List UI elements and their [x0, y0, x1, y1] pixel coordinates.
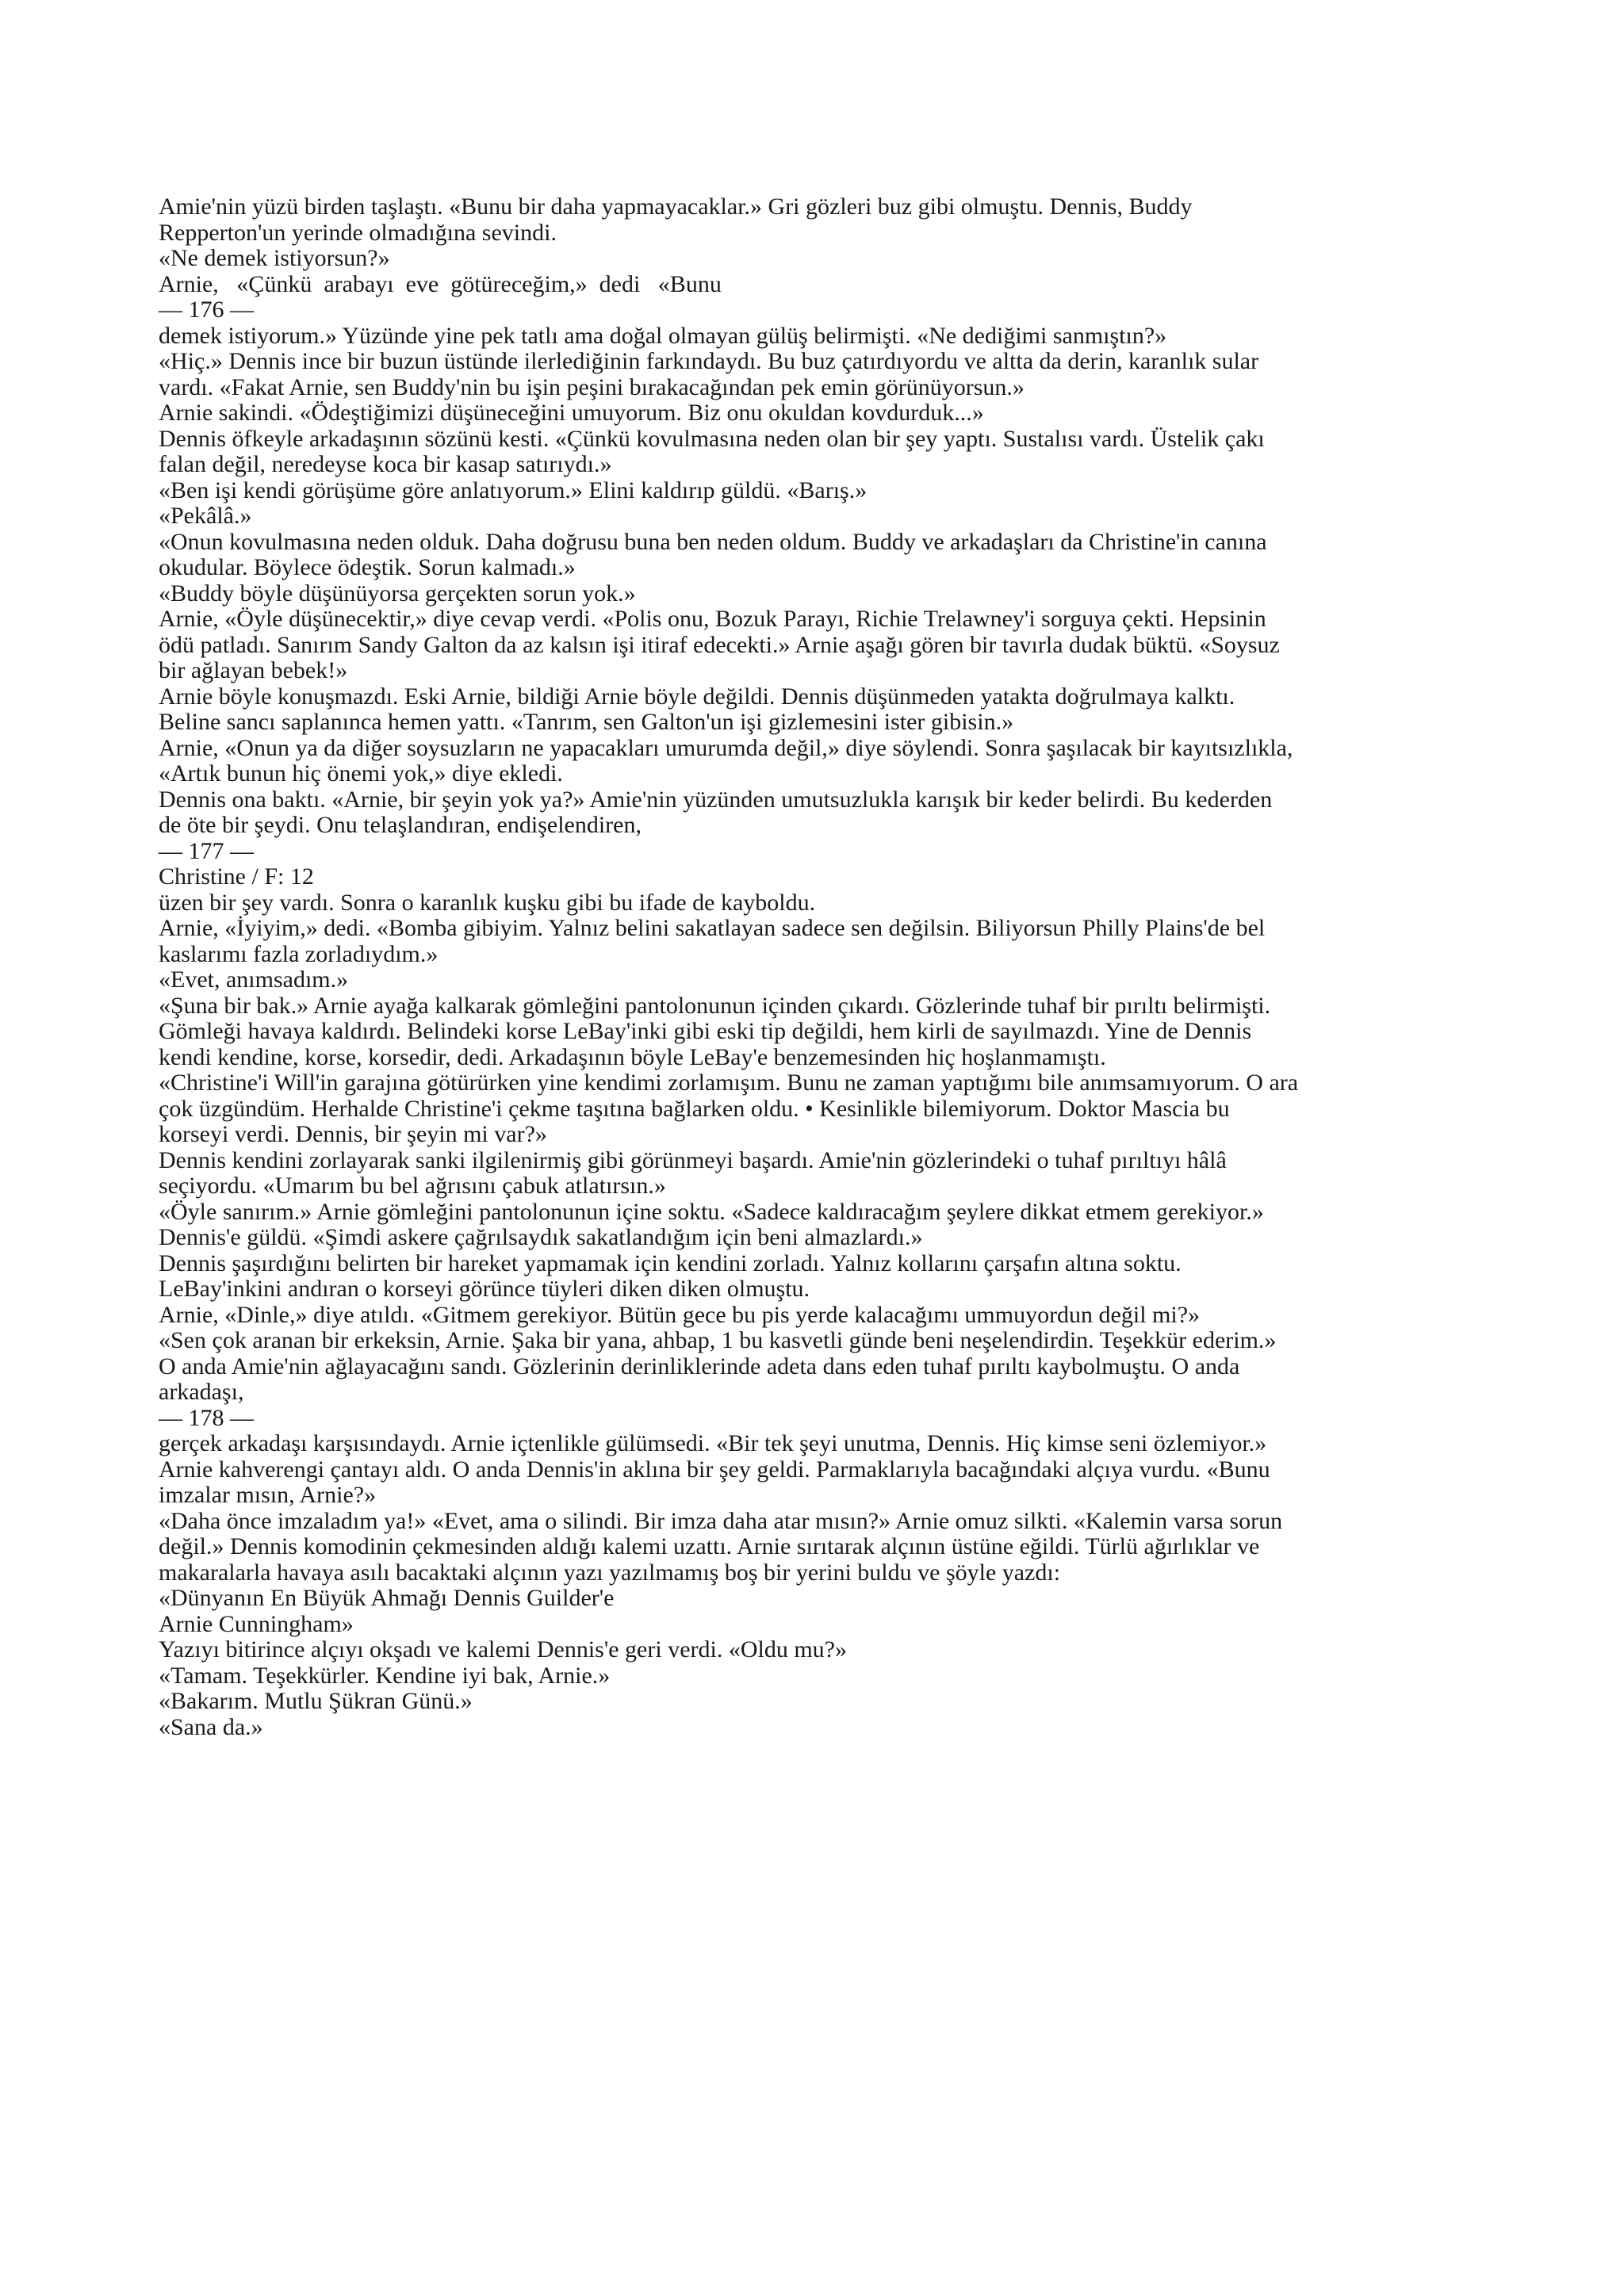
text-line: Yazıyı bitirince alçıyı okşadı ve kalemi Dennis'e geri verdi. «Oldu mu?»: [159, 1636, 847, 1663]
text-line: Arnie kahverengi çantayı aldı. O anda Dennis'in aklına bir şey geldi. Parmaklarıyla bacağındaki alçıya vurdu. «Bunu: [159, 1456, 1270, 1483]
text-line: «Şuna bir bak.» Arnie ayağa kalkarak gömleğini pantolonunun içinden çıkardı. Gözlerinde tuhaf bir pırıltı belirmişti.: [159, 992, 1271, 1019]
page-number-marker: — 176 —: [159, 297, 254, 323]
text-line: Dennis öfkeyle arkadaşının sözünü kesti. «Çünkü kovulmasına neden olan bir şey yaptı. Sustalısı vardı. Üstelik çakı: [159, 425, 1265, 452]
text-line: üzen bir şey vardı. Sonra o karanlık kuşku gibi bu ifade de kayboldu.: [159, 889, 816, 916]
text-line: Dennis şaşırdığını belirten bir hareket yapmamak için kendini zorladı. Yalnız kollarını çarşafın altına soktu.: [159, 1249, 1182, 1276]
text-line: Repperton'un yerinde olmadığına sevindi.: [159, 219, 557, 246]
text-line: Dennis kendini zorlayarak sanki ilgilenirmiş gibi görünmeyi başardı. Amie'nin gözlerindeki o tuhaf pırıltıyı hâlâ: [159, 1146, 1227, 1173]
text-line: okudular. Böylece ödeştik. Sorun kalmadı.»: [159, 554, 576, 580]
text-line: «Buddy böyle düşünüyorsa gerçekten sorun yok.»: [159, 580, 636, 607]
text-line: «Onun kovulmasına neden olduk. Daha doğrusu buna ben neden oldum. Buddy ve arkadaşları da Christine'in canına: [159, 528, 1267, 555]
text-line: Dennis ona baktı. «Arnie, bir şeyin yok ya?» Amie'nin yüzünden umutsuzlukla karışık bir keder belirdi. Bu kederden: [159, 786, 1273, 813]
text-line: LeBay'inkini andıran o korseyi görünce tüyleri diken diken olmuştu.: [159, 1276, 810, 1302]
text-line: Amie'nin yüzü birden taşlaştı. «Bunu bir daha yapmayacaklar.» Gri gözleri buz gibi olmuştu. Dennis, Buddy: [159, 193, 1193, 220]
text-line: Arnie, «Çünkü arabayı eve götüreceğim,» dedi «Bunu: [159, 270, 722, 297]
text-line: «Bakarım. Mutlu Şükran Günü.»: [159, 1688, 473, 1714]
text-line: «Pekâlâ.»: [159, 503, 252, 529]
text-line: Dennis'e güldü. «Şimdi askere çağrılsaydık sakatlandığım için beni almazlardı.»: [159, 1224, 923, 1250]
text-line: «Sen çok aranan bir erkeksin, Arnie. Şaka bir yana, ahbap, 1 bu kasvetli günde beni neşelendirdin. Teşekkür ederim.»: [159, 1327, 1277, 1353]
text-line: Arnie, «Onun ya da diğer soysuzların ne yapacakları umurumda değil,» diye söylendi. Sonra şaşılacak bir kayıtsızlıkla,: [159, 734, 1293, 761]
text-line: «Hiç.» Dennis ince bir buzun üstünde ilerlediğinin farkındaydı. Bu buz çatırdıyordu ve altta da derin, karanlık sular: [159, 348, 1259, 374]
page-number-marker: — 178 —: [159, 1404, 254, 1431]
text-line: «Ne demek istiyorsun?»: [159, 245, 390, 271]
text-line: falan değil, neredeyse koca bir kasap satırıydı.»: [159, 451, 612, 477]
running-header: Christine / F: 12: [159, 863, 314, 890]
text-line: değil.» Dennis komodinin çekmesinden aldığı kalemi uzattı. Arnie sırıtarak alçının üstüne eğildi. Türlü ağırlıklar ve: [159, 1533, 1260, 1559]
text-line: kaslarımı fazla zorladıydım.»: [159, 940, 439, 967]
text-line: gerçek arkadaşı karşısındaydı. Arnie içtenlikle gülümsedi. «Bir tek şeyi unutma, Dennis. Hiç kimse seni özlemiyor.»: [159, 1430, 1267, 1456]
page-number-marker: — 177 —: [159, 837, 254, 864]
text-line: çok üzgündüm. Herhalde Christine'i çekme taşıtına bağlarken oldu. • Kesinlikle bilemiyorum. Doktor Mascia bu: [159, 1095, 1230, 1122]
text-line: Arnie Cunningham»: [159, 1610, 354, 1637]
text-line: vardı. «Fakat Arnie, sen Buddy'nin bu işin peşini bırakacağından pek emin görünüyorsun.»: [159, 373, 1025, 400]
text-line: bir ağlayan bebek!»: [159, 657, 348, 683]
text-line: O anda Amie'nin ağlayacağını sandı. Gözlerinin derinliklerinde adeta dans eden tuhaf pırıltı kaybolmuştu. O anda: [159, 1353, 1240, 1380]
text-line: «Dünyanın En Büyük Ahmağı Dennis Guilder'e: [159, 1585, 615, 1611]
text-line: Arnie, «İyiyim,» dedi. «Bomba gibiyim. Yalnız belini sakatlayan sadece sen değilsin. Biliyorsun Philly Plains'de bel: [159, 915, 1266, 941]
text-line: korseyi verdi. Dennis, bir şeyin mi var?»: [159, 1121, 547, 1147]
text-line: Beline sancı saplanınca hemen yattı. «Tanrım, sen Galton'un işi gizlemesini ister gibisin.»: [159, 709, 1014, 735]
text-line: «Christine'i Will'in garajına götürürken yine kendimi zorlamışım. Bunu ne zaman yaptığımı bile anımsamıyorum. O ara: [159, 1070, 1299, 1096]
document-page: [159, 194, 1491, 1740]
text-line: «Öyle sanırım.» Arnie gömleğini pantolonunun içine soktu. «Sadece kaldıracağım şeylere dikkat etmem gerekiyor.»: [159, 1198, 1264, 1225]
text-line: «Artık bunun hiç önemi yok,» diye ekledi.: [159, 760, 563, 786]
text-line: «Sana da.»: [159, 1713, 263, 1740]
text-line: «Ben işi kendi görüşüme göre anlatıyorum.» Elini kaldırıp güldü. «Barış.»: [159, 476, 868, 503]
text-line: Gömleği havaya kaldırdı. Belindeki korse LeBay'inki gibi eski tip değildi, hem kirli de sayılmazdı. Yine de Dennis: [159, 1018, 1252, 1044]
text-line: imzalar mısın, Arnie?»: [159, 1482, 377, 1508]
text-line: de öte bir şeydi. Onu telaşlandıran, endişelendiren,: [159, 812, 642, 838]
text-line: Arnie, «Öyle düşünecektir,» diye cevap verdi. «Polis onu, Bozuk Parayı, Richie Trelawney'i sorguya çekti. Hepsinin: [159, 606, 1266, 632]
text-line: Arnie böyle konuşmazdı. Eski Arnie, bildiği Arnie böyle değildi. Dennis düşünmeden yatakta doğrulmaya kalktı.: [159, 683, 1235, 710]
text-line: seçiyordu. «Umarım bu bel ağrısını çabuk atlatırsın.»: [159, 1173, 666, 1199]
text-line: demek istiyorum.» Yüzünde yine pek tatlı ama doğal olmayan gülüş belirmişti. «Ne dediğimi sanmıştın?»: [159, 322, 1167, 349]
text-line: ödü patladı. Sanırım Sandy Galton da az kalsın işi itiraf edecekti.» Arnie aşağı gören bir tavırla dudak büktü. «Soysuz: [159, 631, 1280, 658]
text-line: Arnie, «Dinle,» diye atıldı. «Gitmem gerekiyor. Bütün gece bu pis yerde kalacağımı ummuyordun değil mi?»: [159, 1301, 1201, 1328]
text-line: makaralarla havaya asılı bacaktaki alçının yazı yazılmamış boş bir yerini buldu ve şöyle yazdı:: [159, 1559, 1061, 1586]
text-line: «Evet, anımsadım.»: [159, 966, 349, 993]
text-line: Arnie sakindi. «Ödeştiğimizi düşüneceğini umuyorum. Biz onu okuldan kovdurduk...»: [159, 400, 984, 426]
text-line: «Tamam. Teşekkürler. Kendine iyi bak, Arnie.»: [159, 1662, 611, 1689]
text-line: arkadaşı,: [159, 1379, 244, 1405]
text-line: «Daha önce imzaladım ya!» «Evet, ama o silindi. Bir imza daha atar mısın?» Arnie omuz silkti. «Kalemin varsa sorun: [159, 1507, 1283, 1534]
text-line: kendi kendine, korse, korsedir, dedi. Arkadaşının böyle LeBay'e benzemesinden hiç hoşlanmamıştı.: [159, 1043, 1106, 1070]
